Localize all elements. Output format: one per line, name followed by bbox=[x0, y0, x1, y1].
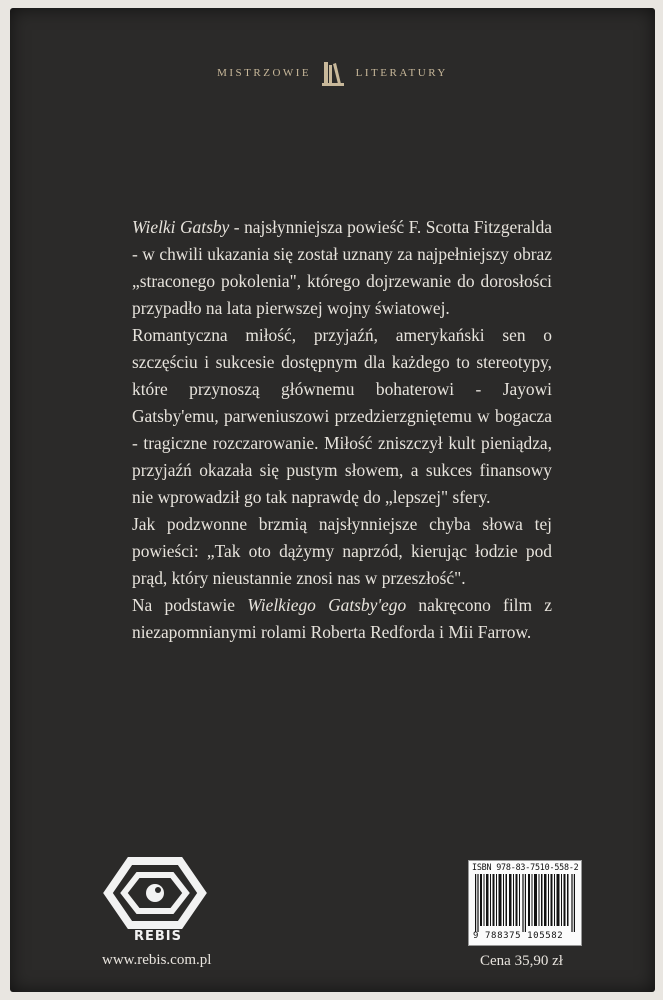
price-label: Cena 35,90 zł bbox=[480, 953, 563, 969]
book-title: Wielki Gatsby bbox=[132, 217, 230, 237]
film-source-title: Wielkiego Gatsby'ego bbox=[247, 595, 407, 615]
ean-number: 9 788375 105582 bbox=[473, 931, 564, 941]
series-header bbox=[10, 60, 655, 86]
barcode-label bbox=[468, 860, 582, 946]
barcode-icon bbox=[475, 874, 575, 932]
blurb-p4-start: Na podstawie bbox=[132, 595, 248, 615]
rebis-logo-icon bbox=[100, 853, 210, 933]
blurb-paragraph-2: Romantyczna miłość, przyjaźń, amerykański sen o szczęściu i sukcesie dostępnym dla każdego to stereotypy, które przynoszą głównemu bohaterowi - Jayowi Gatsby'emu, parweniuszowi przedzierzgniętemu w bogacza - tragiczne rozczarowanie. Miłość zniszczył kult pieniądza, przyjaźń okazała się pustym słowem, a sukces finansowy nie wprowadził go tak naprawdę do „lepszej" sfery. bbox=[132, 325, 552, 507]
isbn-number: ISBN 978-83-7510-558-2 bbox=[472, 862, 579, 872]
blurb-paragraph-1 bbox=[132, 214, 552, 322]
series-label-left: MISTRZOWIE bbox=[217, 67, 312, 79]
publisher-name: REBIS bbox=[134, 929, 182, 944]
blurb-paragraph-4 bbox=[132, 592, 552, 646]
blurb-p4-rest: nakręcono film z niezapomnianymi rolami Roberta Redforda i Mii Farrow. bbox=[132, 595, 552, 642]
publisher-url: www.rebis.com.pl bbox=[102, 952, 212, 968]
books-icon bbox=[322, 60, 344, 86]
book-back-cover bbox=[10, 8, 655, 992]
blurb-text bbox=[132, 214, 552, 646]
blurb-paragraph-3: Jak podzwonne brzmią najsłynniejsze chyba słowa tej powieści: „Tak oto dążymy naprzód, kierując łodzie pod prąd, który nieustannie znosi nas w przeszłość". bbox=[132, 514, 552, 588]
series-label-right: LITERATURY bbox=[355, 67, 448, 79]
blurb-p1-text: - najsłynniejsza powieść F. Scotta Fitzgeralda - w chwili ukazania się został uznany za najpełniejszy obraz „straconego pokolenia", którego dojrzewanie do dorosłości przypadło na lata pierwszej wojny światowej. bbox=[132, 217, 552, 318]
